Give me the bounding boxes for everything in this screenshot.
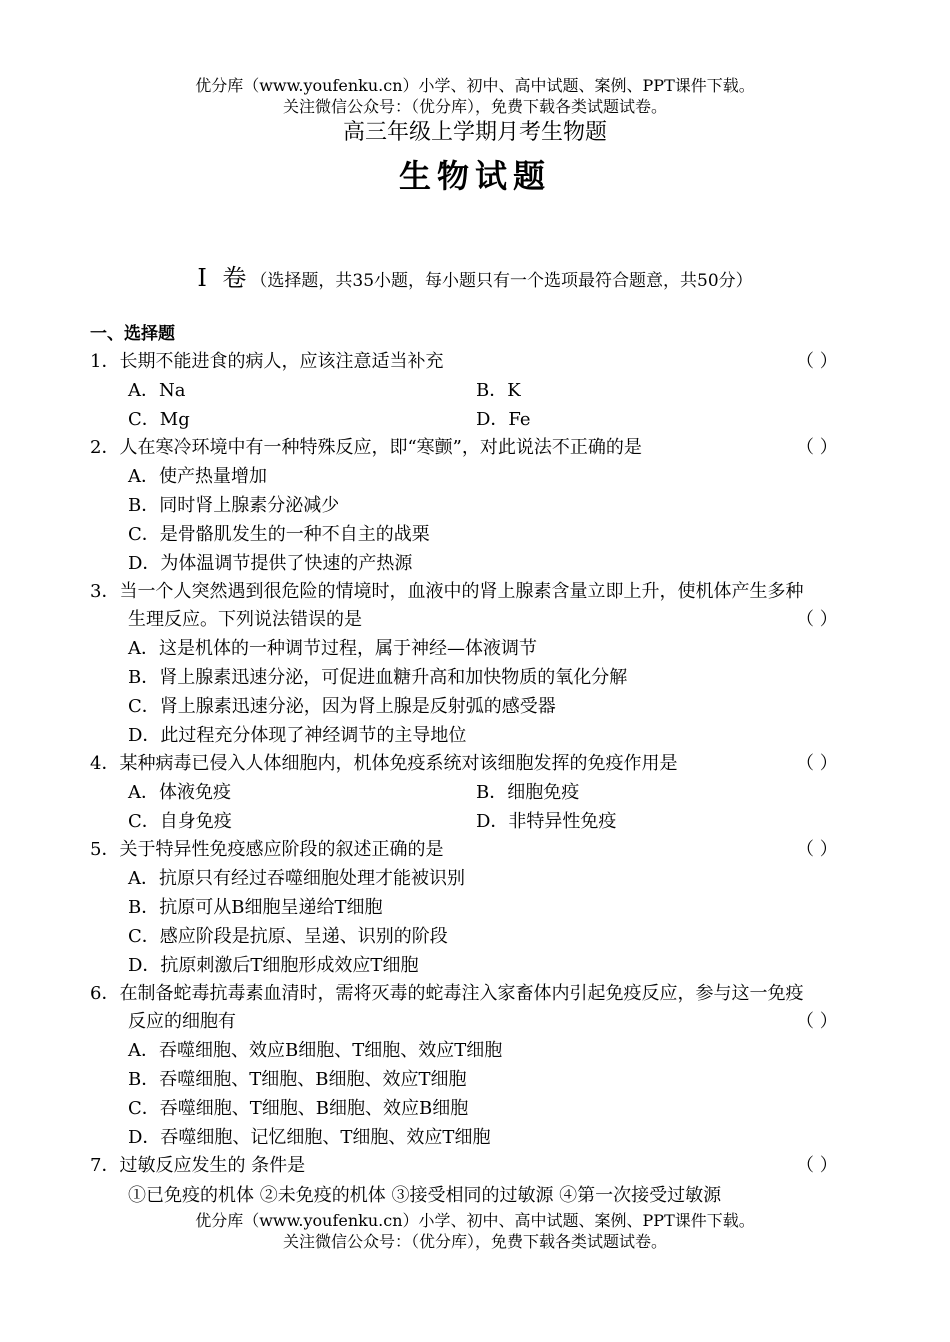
answer-blank-7: （ ） — [796, 1155, 838, 1176]
q1-option-c: C．Mg — [128, 409, 190, 430]
question-6: 6．在制备蛇毒抗毒素血清时，需将灭毒的蛇毒注入家畜体内引起免疫反应，参与这一免疫 — [90, 983, 804, 1004]
volume-description: （选择题，共35小题，每小题只有一个选项最符合题意，共50分） — [250, 271, 753, 291]
volume-heading — [0, 264, 950, 295]
q7-conditions: ①已免疫的机体 ②未免疫的机体 ③接受相同的过敏源 ④第一次接受过敏源 — [128, 1185, 722, 1206]
answer-blank-2: （ ） — [796, 437, 838, 458]
question-1: 1．长期不能进食的病人，应该注意适当补充 — [90, 351, 444, 372]
q1-option-a: A．Na — [128, 380, 186, 401]
q1-option-b: B．K — [476, 380, 521, 401]
q2-option-b: B．同时肾上腺素分泌减少 — [128, 495, 340, 516]
q4-option-a: A．体液免疫 — [128, 782, 231, 803]
question-4: 4．某种病毒已侵入人体细胞内，机体免疫系统对该细胞发挥的免疫作用是 — [90, 753, 678, 774]
answer-blank-6: （ ） — [796, 1011, 838, 1032]
q4-option-b: B．细胞免疫 — [476, 782, 580, 803]
answer-blank-3: （ ） — [796, 609, 838, 630]
footer-line-2: 关注微信公众号：（优分库），免费下载各类试题试卷。 — [282, 1232, 667, 1251]
q4-option-c: C．自身免疫 — [128, 811, 232, 832]
question-6-continued: 反应的细胞有 — [128, 1011, 236, 1032]
q2-option-d: D．为体温调节提供了快速的产热源 — [128, 553, 413, 574]
question-3-continued: 生理反应。下列说法错误的是 — [128, 609, 362, 630]
section-heading: 一、选择题 — [90, 324, 175, 344]
q3-option-b: B．肾上腺素迅速分泌，可促进血糖升高和加快物质的氧化分解 — [128, 667, 628, 688]
q5-option-a: A．抗原只有经过吞噬细胞处理才能被识别 — [128, 868, 465, 889]
answer-blank-1: （ ） — [796, 351, 838, 372]
q6-option-d: D．吞噬细胞、记忆细胞、T细胞、效应T细胞 — [128, 1127, 491, 1148]
footer-line-1: 优分库（www.youfenku.cn）小学、初中、高中试题、案例、PPT课件下载。 — [195, 1211, 755, 1230]
q5-option-c: C．感应阶段是抗原、呈递、识别的阶段 — [128, 926, 448, 947]
question-7: 7．过敏反应发生的 条件是 — [90, 1155, 306, 1176]
exam-subtitle: 高三年级上学期月考生物题 — [342, 120, 607, 145]
q6-option-c: C．吞噬细胞、T细胞、B细胞、效应B细胞 — [128, 1098, 469, 1119]
header-line-1: 优分库（www.youfenku.cn）小学、初中、高中试题、案例、PPT课件下载。 — [195, 76, 755, 95]
q3-option-c: C．肾上腺素迅速分泌，因为肾上腺是反射弧的感受器 — [128, 696, 556, 717]
q5-option-d: D．抗原刺激后T细胞形成效应T细胞 — [128, 955, 419, 976]
answer-blank-5: （ ） — [796, 839, 838, 860]
q6-option-a: A．吞噬细胞、效应B细胞、T细胞、效应T细胞 — [128, 1040, 503, 1061]
volume-mark: Ⅰ 卷 — [197, 264, 251, 292]
answer-blank-4: （ ） — [796, 753, 838, 774]
page-title: 生物试题 — [398, 157, 551, 195]
question-5: 5．关于特异性免疫感应阶段的叙述正确的是 — [90, 839, 444, 860]
q2-option-a: A．使产热量增加 — [128, 466, 267, 487]
q4-option-d: D．非特异性免疫 — [476, 811, 617, 832]
question-3: 3．当一个人突然遇到很危险的情境时，血液中的肾上腺素含量立即上升，使机体产生多种 — [90, 581, 804, 602]
q1-option-d: D．Fe — [476, 409, 531, 430]
header-line-2: 关注微信公众号：（优分库），免费下载各类试题试卷。 — [282, 97, 667, 116]
q5-option-b: B．抗原可从B细胞呈递给T细胞 — [128, 897, 383, 918]
question-2: 2．人在寒冷环境中有一种特殊反应，即“寒颤”，对此说法不正确的是 — [90, 437, 642, 458]
q3-option-d: D．此过程充分体现了神经调节的主导地位 — [128, 725, 467, 746]
q3-option-a: A．这是机体的一种调节过程，属于神经—体液调节 — [128, 638, 537, 659]
q6-option-b: B．吞噬细胞、T细胞、B细胞、效应T细胞 — [128, 1069, 467, 1090]
q2-option-c: C．是骨骼肌发生的一种不自主的战栗 — [128, 524, 430, 545]
